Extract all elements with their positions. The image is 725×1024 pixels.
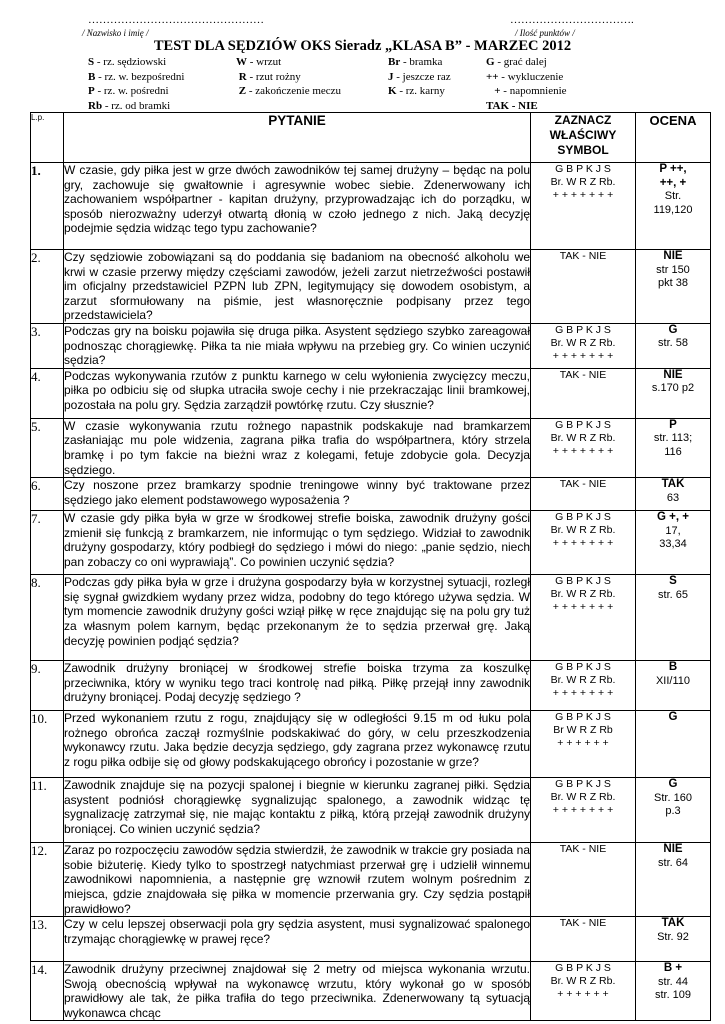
- question-number: 4.: [31, 368, 64, 418]
- question-text: Czy sędziowie zobowiązani są do poddania się badaniom na obecność alkoholu we krwi w czasie przerwy między częściami zawodów, jeżeli zarzut nietrzeźwości postawił im oficjalny przedstawiciel PZPN lub ZPN, legitymujący się dowodem osobistym, a zarzut sformułowany na piśmie, jest własnoręcznie podpisany przez tego przedstawiciela?: [64, 250, 530, 323]
- question-number: 6.: [31, 478, 64, 511]
- answer-symbol-options: TAK - NIE: [531, 250, 636, 324]
- correct-answer: G: [668, 778, 678, 791]
- table-row: [31, 511, 711, 575]
- table-row: [31, 778, 711, 843]
- points-dots-line: …………………………….: [510, 14, 634, 26]
- answer-symbol-options: TAK - NIE: [531, 843, 636, 917]
- question-text: W czasie gdy piłka była w grze w środkowej strefie boiska, zawodnik drużyny gości zmienił się funkcją z bramkarzem, nie informując o tym sędziego. Widział to zawodnik drużyny gospodarzy, który podbiegł do sędziego i mówi do niego: „panie sędzio, niech pan zobaczy co oni wyprawiają”. Co powinien uczynić sędzia?: [64, 511, 531, 575]
- correct-answer: NIE: [663, 368, 683, 381]
- table-row: [31, 575, 711, 661]
- grade-cell: [636, 478, 711, 511]
- question-text: Czy noszone przez bramkarzy spodnie treningowe winny być traktowane przez sędziego jako element podstawowego wyposażenia ?: [64, 478, 531, 511]
- grade-cell: [636, 323, 711, 368]
- legend-item: P - rz. w. pośredni: [88, 85, 169, 97]
- table-row: [31, 478, 711, 511]
- question-number: 13.: [31, 917, 64, 962]
- rule-reference: 63: [666, 491, 680, 504]
- legend-item: S - rz. sędziowski: [88, 56, 167, 68]
- legend-column-1: [88, 55, 184, 113]
- table-row: [31, 323, 711, 368]
- grade-cell: [636, 917, 711, 962]
- rule-reference: Str. 119,120: [653, 190, 693, 216]
- page-title: TEST DLA SĘDZIÓW OKS Sieradz „KLASA B” - MARZEC 2012: [153, 38, 572, 54]
- answer-symbol-options: G B P K J S Br. W R Z Rb. + + + + + + +: [531, 163, 636, 250]
- question-number: 3.: [31, 323, 64, 368]
- legend-column-3: [388, 55, 451, 99]
- name-caption: / Nazwisko i imię /: [82, 28, 149, 38]
- legend-item: B - rz. w. bezpośredni: [88, 70, 185, 83]
- answer-symbol-options: G B P K J S Br. W R Z Rb. + + + + + + +: [531, 661, 636, 711]
- question-number: 5.: [31, 418, 64, 477]
- table-row: [31, 711, 711, 778]
- correct-answer: P ++, ++, +: [659, 163, 687, 189]
- table-row: [31, 843, 711, 917]
- correct-answer: B: [668, 661, 678, 674]
- table-row: [31, 418, 711, 477]
- column-header-symbol: ZAZNACZ WŁAŚCIWY SYMBOL: [531, 113, 636, 163]
- name-dots-line: …………………………………………: [88, 14, 264, 26]
- grade-cell: [636, 661, 711, 711]
- table-row: [31, 368, 711, 418]
- correct-answer: TAK: [661, 478, 685, 491]
- answer-symbol-options: G B P K J S Br. W R Z Rb. + + + + + + +: [531, 575, 636, 661]
- correct-answer: P: [669, 418, 677, 431]
- question-number: 7.: [31, 511, 64, 575]
- correct-answer: NIE: [663, 250, 683, 262]
- grade-cell: [636, 778, 711, 843]
- rule-reference: XII/110: [655, 674, 691, 687]
- correct-answer: B +: [663, 962, 683, 975]
- rule-reference: s.170 p2: [651, 382, 695, 395]
- question-text: Zawodnik znajduje się na pozycji spalonej i biegnie w kierunku zagranej piłki. Sędzia asystent podniósł chorągiewkę sygnalizując spalonego, a zawodnik widząc tę sygnalizację zatrzymał się, nie mając kontaktu z piłką, którą przejął zawodnik drużyny broniącej. Co winien uczynić sędzia?: [64, 778, 531, 843]
- correct-answer: G: [668, 711, 678, 724]
- question-number: 10.: [31, 711, 64, 778]
- grade-cell: [636, 368, 711, 418]
- correct-answer: G: [668, 323, 678, 336]
- question-text: W czasie, gdy piłka jest w grze dwóch zawodników tej samej drużyny – będąc na polu gry, zachowuje się gwałtownie i agresywnie wobec siebie. Zdenerwowany ich zachowaniem współpartner - kapitan drużyny, przyprowadzając ich do porządku, w sposób nierozważny uderzył otwartą dłonią w czoło jednego z nich. Jaką decyzję podejmie sędzia widząc tego typu zachowanie?: [64, 163, 531, 250]
- grade-cell: [636, 418, 711, 477]
- rule-reference: str. 58: [658, 337, 688, 350]
- legend-column-4: [486, 55, 567, 113]
- question-number: 9.: [31, 661, 64, 711]
- table-row: [31, 250, 711, 324]
- question-number: 1.: [31, 163, 64, 250]
- answer-symbol-options: G B P K J S Br. W R Z Rb. + + + + + + +: [531, 323, 636, 368]
- table-row: [31, 661, 711, 711]
- column-header-question: PYTANIE: [64, 113, 531, 163]
- rule-reference: Str. 92: [657, 930, 689, 943]
- grade-cell: [636, 163, 711, 250]
- rule-reference: str. 65: [658, 588, 688, 601]
- questions-table: [30, 112, 711, 1021]
- question-text: W czasie wykonywania rzutu rożnego napastnik podskakuje nad bramkarzem zasłaniając mu pole widzenia, zagrana piłka trafia do współpartnera, który strzela bramkę i po tym fakcie na bieżni wraz z kolegami, fetuje zdobycie gola. Decyzja sędziego.: [64, 418, 530, 477]
- answer-symbol-options: G B P K J S Br. W R Z Rb. + + + + + + +: [531, 418, 636, 477]
- points-caption: / Ilość punktów /: [515, 28, 575, 38]
- rule-reference: Str. 160 p.3: [654, 791, 692, 818]
- question-number: 8.: [31, 575, 64, 661]
- table-row: [31, 962, 711, 1021]
- legend-item: ++ - wykluczenie: [486, 70, 564, 83]
- answer-symbol-options: G B P K J S Br W R Z Rb + + + + + +: [531, 711, 636, 778]
- question-text: Zawodnik drużyny broniącej w środkowej strefie boiska trzyma za koszulkę przeciwnika, który w wyniku tego traci kontrolę nad piłką. Piłkę przejął inny zawodnik drużyny broniącej. Podaj decyzję sędziego ?: [64, 661, 531, 711]
- grade-cell: [636, 511, 711, 575]
- answer-symbol-options: G B P K J S Br. W R Z Rb. + + + + + + +: [531, 511, 636, 575]
- grade-cell: [636, 711, 711, 778]
- question-text: Przed wykonaniem rzutu z rogu, znajdujący się w odległości 9.15 m od łuku pola rożnego obrońca zaczął rozmyślnie podskakiwać do góry, w celu przeszkodzenia wykonawcy rzutu. Jaka będzie decyzja sędziego, gdy zagrana przez wykonawcę rzutu z rogu piłka odbije się od głowy podskakującego obrońcy i pozostanie w grze?: [64, 711, 531, 778]
- correct-answer: G +, +: [657, 511, 689, 524]
- correct-answer: S: [669, 575, 677, 588]
- correct-answer: TAK: [661, 917, 685, 930]
- legend-item: Br - bramka: [388, 56, 443, 68]
- rule-reference: 17, 33,34: [659, 524, 687, 551]
- legend-item: J - jeszcze raz: [388, 70, 451, 83]
- answer-symbol-options: TAK - NIE: [531, 917, 636, 962]
- question-text: Podczas gdy piłka była w grze i drużyna gospodarzy była w korzystnej sytuacji, rozległ się sygnał gwizdkiem wydany przez widza, podobny do tego którego używa sędzia. W tym momencie zawodnik drużyny gości wziął piłkę w ręce znajdując się na polu gry tuż za własnym polem karnym, będąc przekonanym że to sędzia przerwał grę. Jaką decyzję powinien podjąć sędzia?: [64, 575, 531, 661]
- question-text: Podczas wykonywania rzutów z punktu karnego w celu wyłonienia zwycięzcy meczu, piłka po odbiciu się od słupka utraciła swoje cechy i nie przekraczając linii bramkowej, pozostała na polu gry. Sędzia zarządził powtórkę rzutu. Czy słusznie?: [64, 368, 531, 418]
- grade-cell: [636, 962, 711, 1021]
- rule-reference: str. 44 str. 109: [654, 975, 692, 1002]
- table-header-row: [31, 113, 711, 163]
- question-text: Czy w celu lepszej obserwacji pola gry sędzia asystent, musi sygnalizować spalonego trzymając chorągiewkę w prawej ręce?: [64, 917, 531, 962]
- legend-item: W - wrzut: [236, 56, 282, 68]
- legend-column-2: [236, 55, 341, 99]
- column-header-lp: L.p.: [31, 113, 64, 163]
- legend-item: R - rzut rożny: [238, 70, 301, 83]
- answer-symbol-options: TAK - NIE: [531, 478, 636, 511]
- legend-item: TAK - NIE: [486, 99, 538, 112]
- column-header-grade: OCENA: [636, 113, 711, 163]
- answer-symbol-options: TAK - NIE: [531, 368, 636, 418]
- question-text: Zawodnik drużyny przeciwnej znajdował się 2 metry od miejsca wykonania wrzutu. Swoją obecnością wpływał na wykonawcę wrzutu, który wykonał go w sposób prawidłowy ale tak, że piłka trafiła do tego przeciwnika. Zdenerwowany tą sytuacją wykonawca chcąc: [64, 962, 530, 1020]
- legend-item: K - rz. karny: [388, 85, 445, 97]
- question-number: 14.: [31, 962, 64, 1021]
- question-text: Zaraz po rozpoczęciu zawodów sędzia stwierdził, że zawodnik w trakcie gry posiada na sobie biżuterię. Kiedy tylko to spostrzegł natychmiast przerwał grę i udzielił winnemu zawodnikowi napomnienia, a następnie grę wznowił rzutem wolnym pośrednim z miejsca, gdzie znajdowała się piłka w momencie przerwania gry. Czy sędzia postąpił prawidłowo?: [64, 843, 530, 916]
- table-row: [31, 917, 711, 962]
- legend-item: G - grać dalej: [486, 56, 547, 68]
- legend-item: + - napomnienie: [494, 85, 567, 97]
- rule-reference: str. 64: [658, 856, 688, 869]
- grade-cell: [636, 843, 711, 917]
- question-number: 2.: [31, 250, 64, 324]
- rule-reference: str. 113; 116: [653, 432, 693, 458]
- correct-answer: NIE: [663, 843, 683, 856]
- legend-item: Z - zakończenie meczu: [238, 85, 342, 97]
- table-row: [31, 163, 711, 250]
- question-number: 12.: [31, 843, 64, 917]
- question-number: 11.: [31, 778, 64, 843]
- grade-cell: [636, 575, 711, 661]
- question-text: Podczas gry na boisku pojawiła się druga piłka. Asystent sędziego szybko zareagował podnosząc chorągiewkę. Piłka ta nie miała wpływu na przebieg gry. Co winien uczynić sędzia?: [64, 323, 530, 368]
- rule-reference: str 150 pkt 38: [656, 263, 690, 289]
- grade-cell: [636, 250, 711, 324]
- legend-item: Rb - rz. od bramki: [88, 99, 171, 112]
- answer-symbol-options: G B P K J S Br. W R Z Rb. + + + + + + +: [531, 778, 636, 843]
- answer-symbol-options: G B P K J S Br. W R Z Rb. + + + + + +: [531, 962, 636, 1021]
